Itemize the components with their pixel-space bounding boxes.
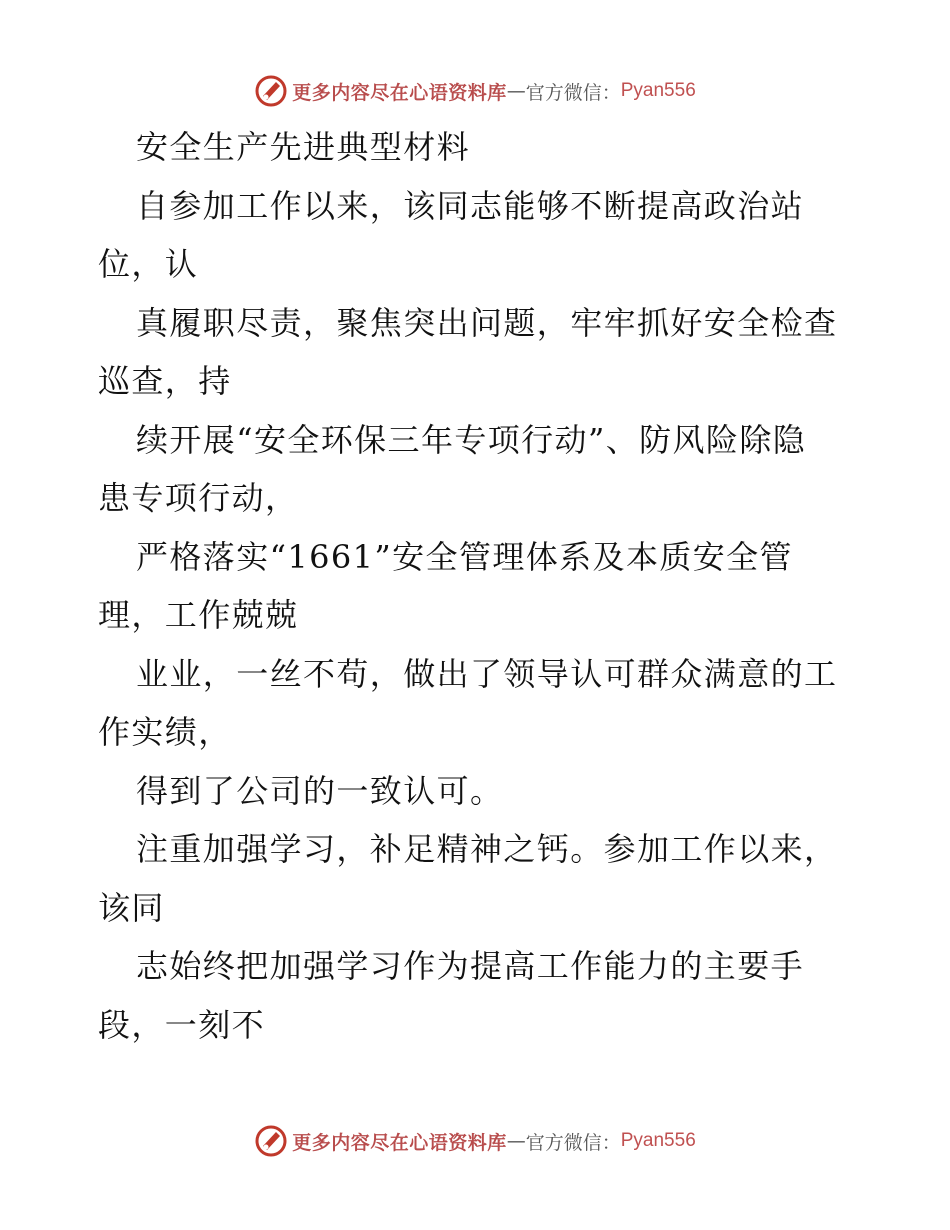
footer-banner — [0, 1121, 950, 1161]
text-line: 安全生产先进典型材料 — [136, 128, 471, 166]
banner-wechat-id: Pyan556 — [620, 80, 696, 101]
text-line: 巡查，持 — [98, 362, 232, 400]
document-body — [98, 118, 858, 1054]
brand-logo-icon — [254, 74, 288, 108]
text-line: 严格落实“1661”安全管理体系及本质安全管 — [136, 537, 793, 576]
banner-separator: — — [506, 1130, 526, 1152]
brand-logo-icon — [254, 1124, 288, 1158]
text-line: 得到了公司的一致认可。 — [136, 771, 504, 810]
text-line: 自参加工作以来，该同志能够不断提高政治站 — [136, 186, 805, 225]
text-line: 真履职尽责，聚焦突出问题，牢牢抓好安全检查 — [136, 303, 838, 342]
text-line: 段，一刻不 — [98, 1005, 266, 1044]
text-line: 理，工作兢兢 — [98, 596, 299, 634]
header-banner — [0, 71, 950, 111]
banner-wechat-label: 官方微信： — [525, 1131, 621, 1154]
text-line: 业业，一丝不苟，做出了领导认可群众满意的工 — [136, 654, 838, 693]
text-line: 作实绩， — [98, 713, 232, 751]
text-line: 该同 — [98, 888, 165, 927]
banner-wechat-label: 官方微信： — [525, 81, 621, 104]
text-line: 位，认 — [98, 245, 199, 283]
banner-title: 更多内容尽在心语资料库 — [292, 81, 507, 104]
text-line: 患专项行动， — [98, 479, 299, 517]
banner-separator: — — [506, 80, 526, 102]
banner-title: 更多内容尽在心语资料库 — [292, 1131, 507, 1154]
text-line: 续开展“安全环保三年专项行动”、防风险除隐 — [136, 420, 807, 459]
text-line: 志始终把加强学习作为提高工作能力的主要手 — [136, 947, 805, 985]
banner-wechat-id: Pyan556 — [620, 1130, 696, 1151]
text-line: 注重加强学习，补足精神之钙。参加工作以来， — [136, 830, 838, 868]
